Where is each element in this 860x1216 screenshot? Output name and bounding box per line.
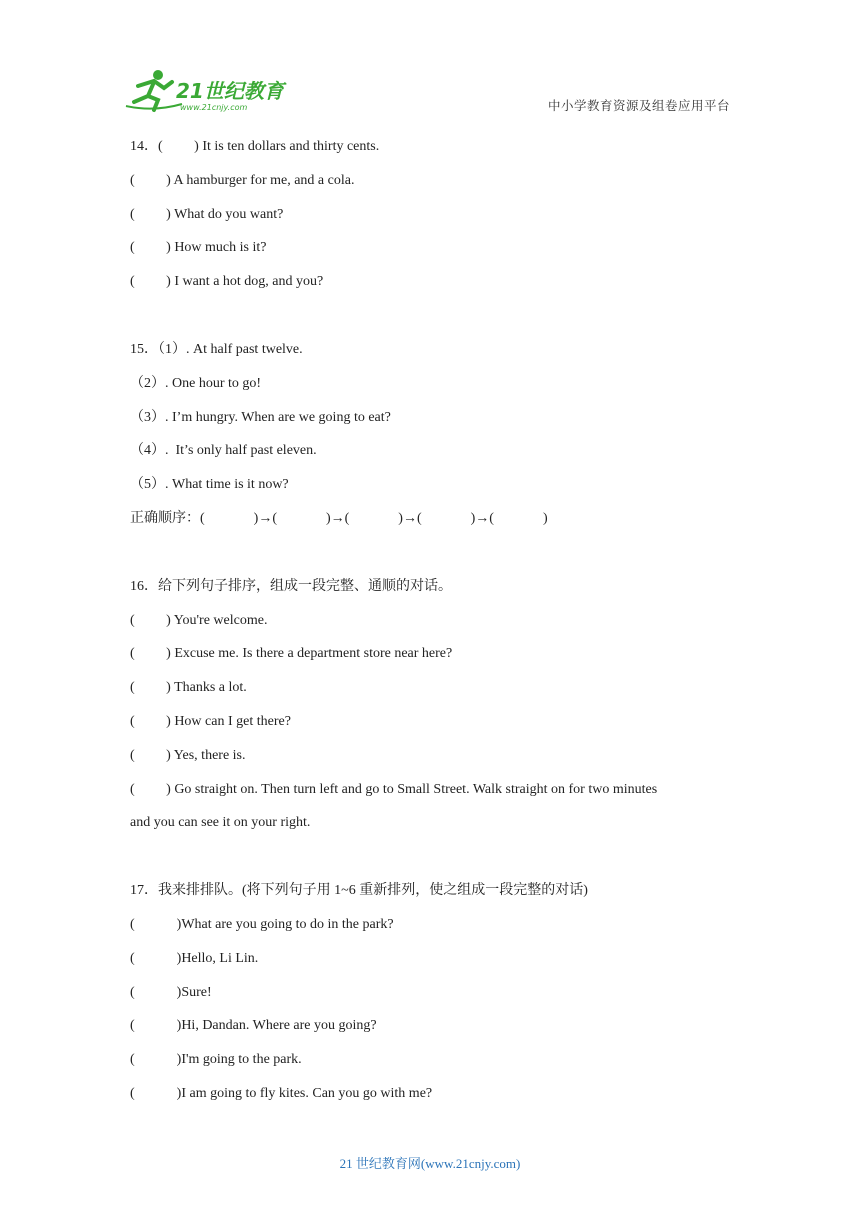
- q16-line: ( ) You're welcome.: [130, 612, 268, 628]
- logo: [124, 68, 294, 114]
- q17-line: ( )Hello, Li Lin.: [130, 950, 259, 966]
- q14-line: 14．( ) It is ten dollars and thirty cents.: [130, 139, 380, 154]
- q16-line: ( ) Thanks a lot.: [130, 680, 247, 696]
- q16-line: and you can see it on your right.: [130, 815, 311, 831]
- q14-line: ( ) A hamburger for me, and a cola.: [130, 172, 355, 188]
- q15-line: 15．（1）. At half past twelve.: [130, 341, 303, 357]
- q17-line: ( )Hi, Dandan. Where are you going?: [130, 1018, 377, 1034]
- q14-line: ( ) I want a hot dog, and you?: [130, 274, 324, 290]
- logo-url-text: www.21cnjy.com: [180, 103, 248, 112]
- q15-line: （3）. I’m hungry. When are we going to eat?: [130, 409, 391, 425]
- q14-line: ( ) How much is it?: [130, 240, 267, 256]
- q16-line: 16．给下列句子排序，组成一段完整、通顺的对话。: [130, 578, 452, 594]
- q15-line: （2）. One hour to go!: [130, 375, 262, 391]
- q17-line: ( )I am going to fly kites. Can you go with me?: [130, 1085, 433, 1101]
- page-header: [0, 0, 860, 125]
- q15-answer-order: 正确顺序：( )→( )→( )→( )→( ): [130, 510, 548, 526]
- q17-line: 17．我来排排队。(将下列句子用 1~6 重新排列，使之组成一段完整的对话): [130, 883, 588, 899]
- question-14: [130, 136, 730, 305]
- q15-line: （4）. It’s only half past eleven.: [130, 443, 317, 459]
- logo-runner-icon: [124, 68, 294, 114]
- question-16: [130, 576, 730, 846]
- q17-line: ( )Sure!: [130, 984, 212, 1000]
- q16-line: ( ) How can I get there?: [130, 713, 291, 729]
- question-17: [130, 880, 730, 1117]
- q16-line: ( ) Excuse me. Is there a department store near here?: [130, 646, 453, 662]
- document-body: [130, 136, 730, 1117]
- q16-line: ( ) Yes, there is.: [130, 747, 246, 763]
- header-right-text: 中小学教育资源及组卷应用平台: [547, 99, 730, 113]
- q16-line: ( ) Go straight on. Then turn left and go to Small Street. Walk straight on for two minutes: [130, 781, 658, 797]
- q17-line: ( )What are you going to do in the park?: [130, 916, 394, 932]
- logo-text: 21世纪教育: [176, 79, 284, 103]
- question-15: [130, 339, 730, 542]
- q14-line: ( ) What do you want?: [130, 206, 284, 222]
- q17-line: ( )I'm going to the park.: [130, 1052, 302, 1068]
- q15-line: （5）. What time is it now?: [130, 477, 289, 493]
- page-footer: 21 世纪教育网(www.21cnjy.com): [339, 1156, 521, 1171]
